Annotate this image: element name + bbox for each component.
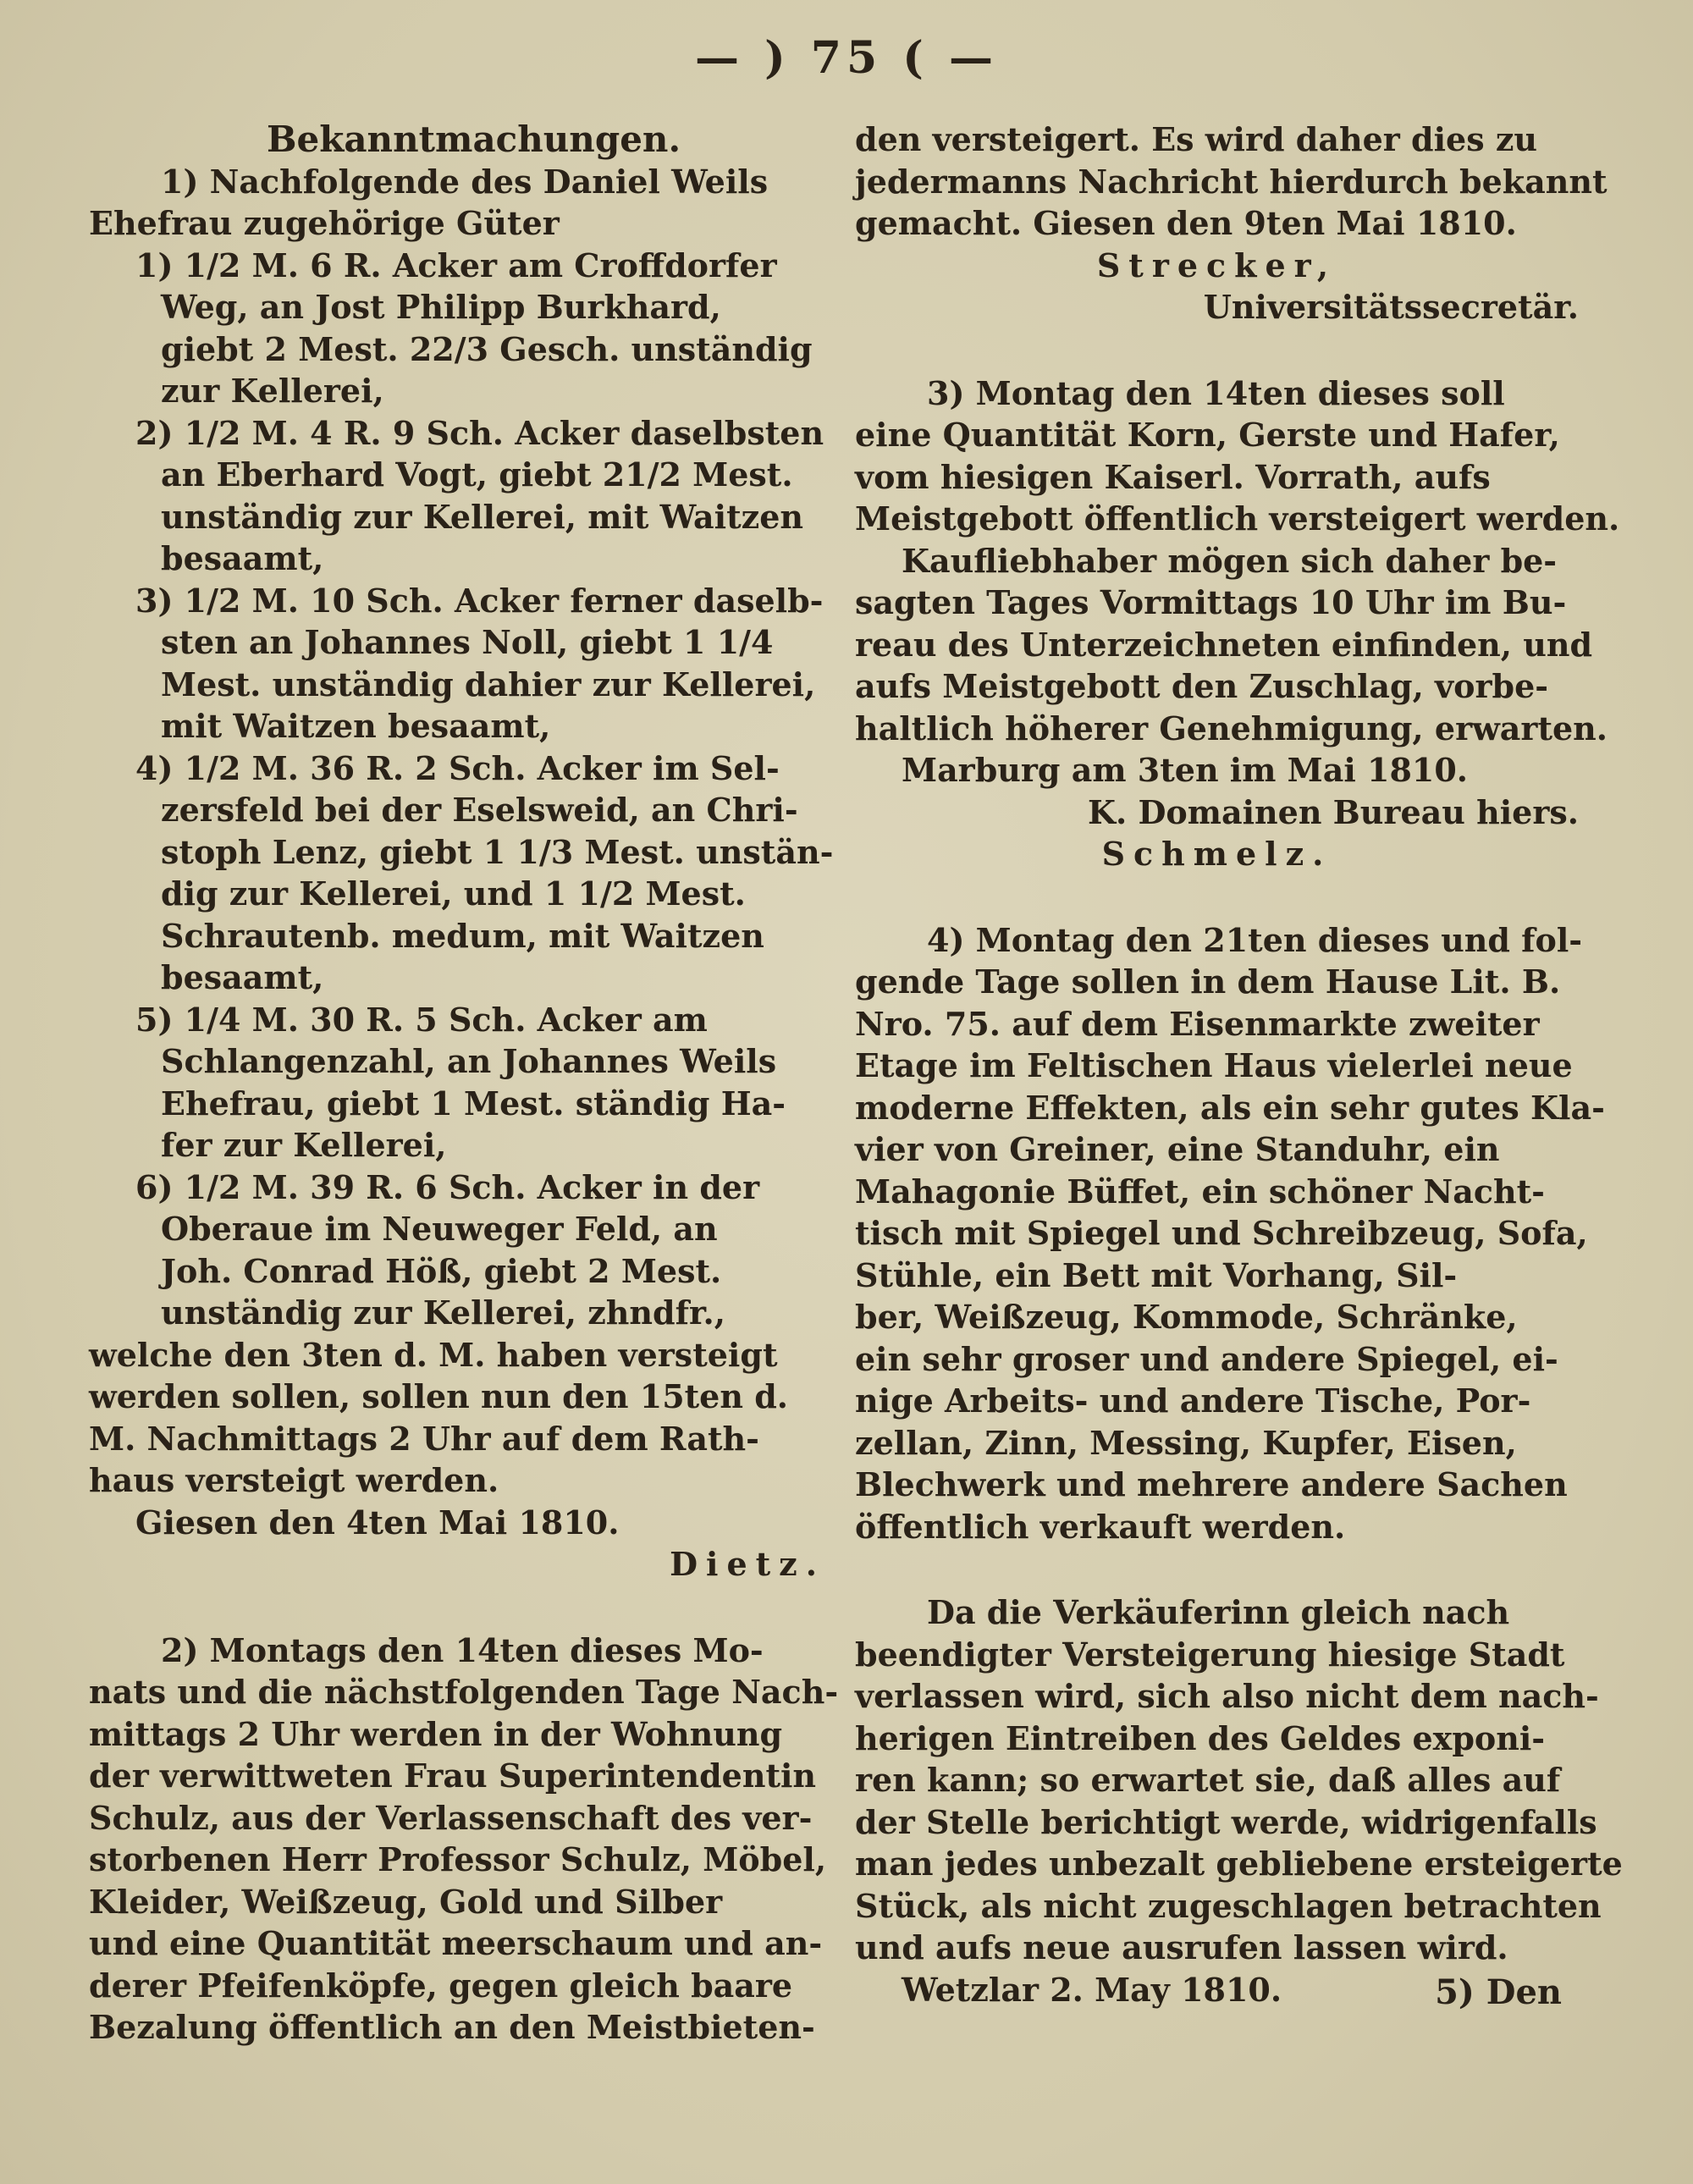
notice-1-item: besaamt, xyxy=(161,539,324,577)
notice-2-line: storbenen Herr Professor Schulz, Möbel, xyxy=(89,1840,827,1878)
notice-4-line: nige Arbeits- und andere Tische, Por- xyxy=(855,1382,1531,1420)
notice-1-item: dig zur Kellerei, und 1 1/2 Mest. xyxy=(161,874,746,913)
notice-1-item: Ehefrau, giebt 1 Mest. ständig Ha- xyxy=(161,1084,786,1122)
notice-4-line: gende Tage sollen in dem Hause Lit. B. xyxy=(855,962,1561,1001)
notice-1-item: unständig zur Kellerei, zhndfr., xyxy=(161,1293,725,1332)
notice-4-line: tisch mit Spiegel und Schreibzeug, Sofa, xyxy=(855,1214,1588,1252)
notice-2-line: den versteigert. Es wird daher dies zu xyxy=(855,120,1538,158)
notice-3-line: eine Quantität Korn, Gerste und Hafer, xyxy=(855,416,1560,454)
notice-4-line: ber, Weißzeug, Kommode, Schränke, xyxy=(855,1298,1518,1336)
notice-1-date: Giesen den 4ten Mai 1810. xyxy=(135,1503,620,1541)
notice-2-signature: Strecker, xyxy=(1096,245,1337,284)
notice-4-line: verlassen wird, sich also nicht dem nach- xyxy=(855,1677,1599,1715)
section-title: Bekanntmachungen. xyxy=(267,119,681,160)
notice-3-line: vom hiesigen Kaiserl. Vorrath, aufs xyxy=(855,457,1491,496)
notice-2-line: derer Pfeifenköpfe, gegen gleich baare xyxy=(89,1966,793,2005)
notice-3-signature: Schmelz. xyxy=(1101,835,1332,873)
notice-4-line: 4) Montag den 21ten dieses und fol- xyxy=(927,920,1583,959)
notice-2-line: Bezalung öffentlich an den Meistbieten- xyxy=(89,2008,815,2046)
notice-1-item: Oberaue im Neuweger Feld, an xyxy=(161,1210,718,1248)
notice-1-item: zersfeld bei der Eselsweid, an Chri- xyxy=(161,791,798,829)
notice-1-item: giebt 2 Mest. 22/3 Gesch. unständig xyxy=(161,329,813,368)
notice-1-item: Mest. unständig dahier zur Kellerei, xyxy=(161,665,816,703)
notice-4-line: öffentlich verkauft werden. xyxy=(855,1507,1346,1546)
notice-1-item: Schrautenb. medum, mit Waitzen xyxy=(161,916,764,955)
notice-3-line: haltlich höherer Genehmigung, erwarten. xyxy=(855,709,1608,747)
notice-1-line: M. Nachmittags 2 Uhr auf dem Rath- xyxy=(89,1419,759,1458)
page-number: — ) 75 ( — xyxy=(695,32,998,84)
notice-4-line: Blechwerk und mehrere andere Sachen xyxy=(855,1465,1568,1503)
right-column xyxy=(855,119,1623,2010)
notice-4-line: Da die Verkäuferinn gleich nach xyxy=(927,1593,1510,1631)
notice-1-item: stoph Lenz, giebt 1 1/3 Mest. unstän- xyxy=(161,832,834,871)
notice-1-item: 6) 1/2 M. 39 R. 6 Sch. Acker in der xyxy=(135,1167,760,1206)
notice-1-item: mit Waitzen besaamt, xyxy=(161,707,551,745)
notice-2-line: mittags 2 Uhr werden in der Wohnung xyxy=(89,1714,783,1753)
notice-1-line: haus versteigt werden. xyxy=(89,1461,499,1499)
notice-3-line: reau des Unterzeichneten einfinden, und xyxy=(855,625,1593,664)
notice-3-office: K. Domainen Bureau hiers. xyxy=(1087,792,1579,831)
notice-1-line: werden sollen, sollen nun den 15ten d. xyxy=(89,1377,789,1415)
notice-1-item: sten an Johannes Noll, giebt 1 1/4 xyxy=(161,623,774,661)
notice-4-line: der Stelle berichtigt werde, widrigenfalls xyxy=(855,1802,1597,1841)
notice-4-line: ein sehr groser und andere Spiegel, ei- xyxy=(855,1339,1558,1378)
notice-3-line: 3) Montag den 14ten dieses soll xyxy=(927,373,1505,412)
notice-4-line: zellan, Zinn, Messing, Kupfer, Eisen, xyxy=(855,1423,1517,1462)
notice-4-line: vier von Greiner, eine Standuhr, ein xyxy=(855,1130,1500,1168)
notice-4-line: moderne Effekten, als ein sehr gutes Kla- xyxy=(855,1088,1605,1127)
notice-1-signature: Dietz. xyxy=(670,1545,825,1583)
notice-3-date: Marburg am 3ten im Mai 1810. xyxy=(902,751,1469,789)
notice-1-item: Joh. Conrad Höß, giebt 2 Mest. xyxy=(161,1251,722,1290)
catchword: 5) Den xyxy=(1435,1972,1562,2012)
notice-4-line: Mahagonie Büffet, ein schöner Nacht- xyxy=(855,1172,1545,1211)
notice-2-line: 2) Montags den 14ten dieses Mo- xyxy=(161,1630,764,1669)
notice-4-line: Stück, als nicht zugeschlagen betrachten xyxy=(855,1886,1602,1925)
notice-4-line: Etage im Feltischen Haus vielerlei neue xyxy=(855,1046,1573,1084)
notice-3-line: sagten Tages Vormittags 10 Uhr im Bu- xyxy=(855,583,1567,621)
notice-1-item: 5) 1/4 M. 30 R. 5 Sch. Acker am xyxy=(135,1000,708,1039)
notice-1-line: 1) Nachfolgende des Daniel Weils xyxy=(161,162,769,201)
notice-1-item: 2) 1/2 M. 4 R. 9 Sch. Acker daselbsten xyxy=(135,413,824,452)
notice-1-item: 4) 1/2 M. 36 R. 2 Sch. Acker im Sel- xyxy=(135,748,780,787)
notice-4-line: ren kann; so erwartet sie, daß alles auf xyxy=(855,1761,1561,1799)
notice-1-item: besaamt, xyxy=(161,958,324,996)
notice-2-line: Kleider, Weißzeug, Gold und Silber xyxy=(89,1882,723,1921)
notice-2-line: jedermanns Nachricht hierdurch bekannt xyxy=(855,162,1608,201)
notice-2-line: der verwittweten Frau Superintendentin xyxy=(89,1757,817,1795)
left-column xyxy=(89,119,839,2049)
notice-1-item: an Eberhard Vogt, giebt 21/2 Mest. xyxy=(161,455,793,494)
notice-1-item: 3) 1/2 M. 10 Sch. Acker ferner daselb- xyxy=(135,581,824,620)
notice-3-line: aufs Meistgebott den Zuschlag, vorbe- xyxy=(855,667,1549,705)
notice-1-item: 1) 1/2 M. 6 R. Acker am Croffdorfer xyxy=(135,245,777,284)
notice-1-item: Schlangenzahl, an Johannes Weils xyxy=(161,1042,777,1080)
notice-4-line: und aufs neue ausrufen lassen wird. xyxy=(855,1928,1508,1966)
notice-1-item: Weg, an Jost Philipp Burkhard, xyxy=(161,288,721,326)
notice-1-item: unständig zur Kellerei, mit Waitzen xyxy=(161,497,804,536)
notice-4-line: herigen Eintreiben des Geldes exponi- xyxy=(855,1718,1546,1757)
notice-4-line: Nro. 75. auf dem Eisenmarkte zweiter xyxy=(855,1004,1540,1043)
notice-2-line: Schulz, aus der Verlassenschaft des ver- xyxy=(89,1798,813,1837)
notice-4-date: Wetzlar 2. May 1810. xyxy=(902,1970,1282,2009)
notice-3-line: Kaufliebhaber mögen sich daher be- xyxy=(902,541,1558,580)
notice-1-item: fer zur Kellerei, xyxy=(161,1126,447,1164)
notice-2-line: und eine Quantität meerschaum und an- xyxy=(89,1924,823,1962)
notice-2-line: nats und die nächstfolgenden Tage Nach- xyxy=(89,1673,839,1711)
notice-2-date: gemacht. Giesen den 9ten Mai 1810. xyxy=(855,204,1517,242)
notice-1-line: welche den 3ten d. M. haben versteigt xyxy=(89,1335,778,1374)
notice-3-line: Meistgebott öffentlich versteigert werden. xyxy=(855,499,1620,538)
notice-4-line: beendigter Versteigerung hiesige Stadt xyxy=(855,1635,1565,1674)
notice-1-item: zur Kellerei, xyxy=(161,372,384,410)
notice-2-signature-title: Universitätssecretär. xyxy=(1203,288,1579,326)
notice-4-line: man jedes unbezalt gebliebene ersteigerte xyxy=(855,1845,1623,1883)
notice-1-line: Ehefrau zugehörige Güter xyxy=(89,204,560,242)
notice-4-line: Stühle, ein Bett mit Vorhang, Sil- xyxy=(855,1255,1458,1294)
